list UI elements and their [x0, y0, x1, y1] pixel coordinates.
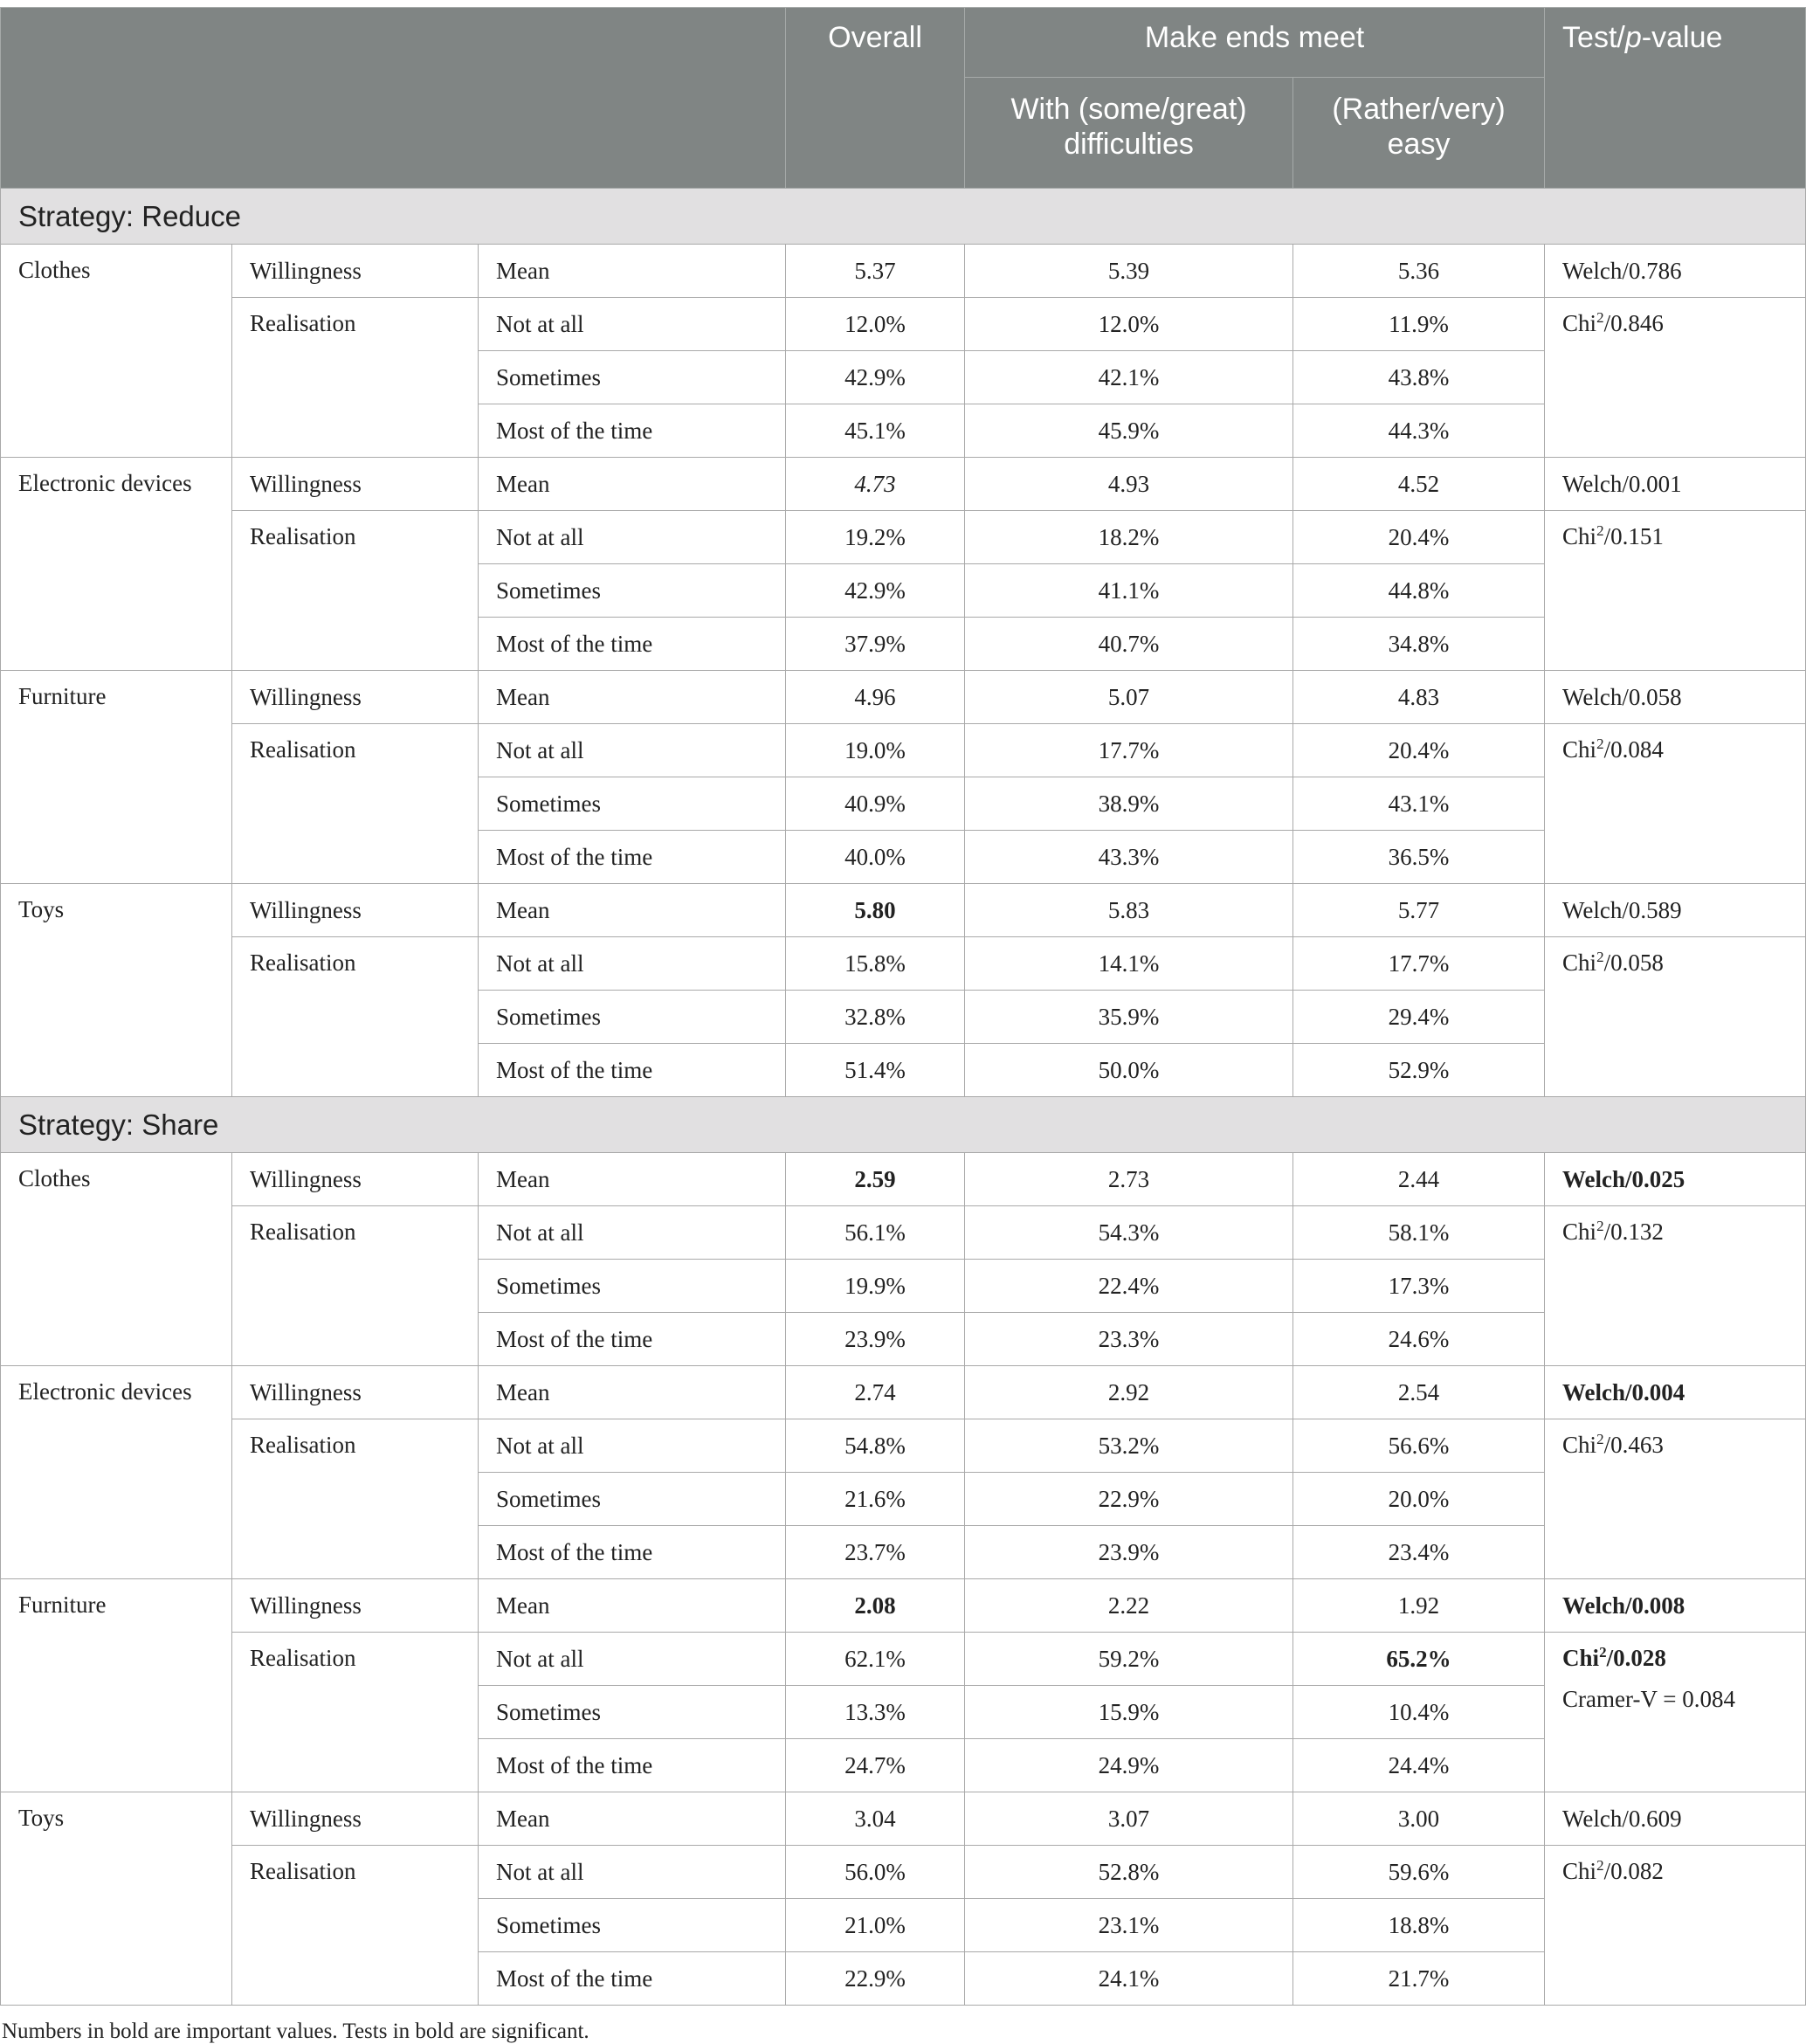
chi-test-cell: [1545, 724, 1806, 884]
value-cell: 2.08: [786, 1579, 965, 1633]
measure-label: Most of the time: [479, 404, 786, 458]
measure-label: Not at all: [479, 298, 786, 351]
willingness-label: Willingness: [232, 245, 479, 298]
category-cell: Toys: [1, 884, 232, 1097]
table-row: [1, 1792, 1806, 1846]
value-cell: 43.3%: [965, 831, 1293, 884]
header-test-p: p: [1624, 21, 1642, 54]
chi-p-value: /0.463: [1603, 1432, 1664, 1458]
chi-superscript: 2: [1596, 1431, 1604, 1447]
chi-label: Chi: [1562, 736, 1597, 763]
chi-test-cell: [1545, 1633, 1806, 1792]
header-test-suffix: -value: [1641, 21, 1723, 54]
chi-label: Chi: [1562, 523, 1597, 549]
value-cell: 17.3%: [1293, 1260, 1545, 1313]
measure-label: Mean: [479, 458, 786, 511]
test-cell: Welch/0.025: [1545, 1153, 1806, 1206]
value-cell: 50.0%: [965, 1044, 1293, 1097]
header-overall: Overall: [786, 8, 965, 189]
chi-superscript: 2: [1596, 735, 1604, 752]
table-row: [1, 1206, 1806, 1260]
value-cell: 52.8%: [965, 1846, 1293, 1899]
test-cell: Welch/0.589: [1545, 884, 1806, 937]
table-row: [1, 937, 1806, 991]
chi-test-value: [1562, 1858, 1664, 1884]
chi-test-cell: [1545, 298, 1806, 458]
value-cell: 43.1%: [1293, 777, 1545, 831]
chi-p-value: /0.084: [1603, 736, 1664, 763]
value-cell: 3.04: [786, 1792, 965, 1846]
table-header: [1, 8, 1806, 189]
value-cell: 18.2%: [965, 511, 1293, 564]
value-cell: 42.9%: [786, 351, 965, 404]
value-cell: 22.9%: [965, 1473, 1293, 1526]
measure-label: Mean: [479, 1579, 786, 1633]
results-table: [0, 7, 1806, 2006]
value-cell: 20.0%: [1293, 1473, 1545, 1526]
measure-label: Sometimes: [479, 1473, 786, 1526]
measure-label: Sometimes: [479, 991, 786, 1044]
value-cell: 2.54: [1293, 1366, 1545, 1419]
value-cell: 21.6%: [786, 1473, 965, 1526]
test-cell: Welch/0.004: [1545, 1366, 1806, 1419]
value-cell: 34.8%: [1293, 618, 1545, 671]
table-row: [1, 671, 1806, 724]
value-cell: 41.1%: [965, 564, 1293, 618]
chi-label: Chi: [1562, 1858, 1597, 1884]
value-cell: 2.22: [965, 1579, 1293, 1633]
chi-test-cell: [1545, 511, 1806, 671]
value-cell: 5.37: [786, 245, 965, 298]
measure-label: Sometimes: [479, 1686, 786, 1739]
value-cell: 4.73: [786, 458, 965, 511]
value-cell: 24.9%: [965, 1739, 1293, 1792]
test-cell: Welch/0.609: [1545, 1792, 1806, 1846]
measure-label: Mean: [479, 671, 786, 724]
value-cell: 36.5%: [1293, 831, 1545, 884]
value-cell: 52.9%: [1293, 1044, 1545, 1097]
measure-label: Most of the time: [479, 1952, 786, 2006]
value-cell: 2.44: [1293, 1153, 1545, 1206]
value-cell: 43.8%: [1293, 351, 1545, 404]
value-cell: 40.7%: [965, 618, 1293, 671]
measure-label: Sometimes: [479, 351, 786, 404]
chi-p-value: /0.028: [1606, 1645, 1666, 1671]
realisation-label: Realisation: [232, 1206, 479, 1366]
realisation-label: Realisation: [232, 511, 479, 671]
category-cell: Furniture: [1, 1579, 232, 1792]
value-cell: 44.3%: [1293, 404, 1545, 458]
value-cell: 45.1%: [786, 404, 965, 458]
table-row: [1, 1633, 1806, 1686]
chi-label: Chi: [1562, 1432, 1597, 1458]
measure-label: Not at all: [479, 937, 786, 991]
measure-label: Mean: [479, 884, 786, 937]
table-row: [1, 1366, 1806, 1419]
value-cell: 17.7%: [1293, 937, 1545, 991]
value-cell: 58.1%: [1293, 1206, 1545, 1260]
header-with-difficulties: With (some/great) difficulties: [965, 78, 1293, 189]
value-cell: 24.4%: [1293, 1739, 1545, 1792]
chi-test-value: [1562, 736, 1664, 763]
value-cell: 5.83: [965, 884, 1293, 937]
chi-superscript: 2: [1596, 1218, 1604, 1234]
value-cell: 22.4%: [965, 1260, 1293, 1313]
measure-label: Mean: [479, 1792, 786, 1846]
value-cell: 23.1%: [965, 1899, 1293, 1952]
value-cell: 21.7%: [1293, 1952, 1545, 2006]
table-row: [1, 1419, 1806, 1473]
header-test-prefix: Test/: [1562, 21, 1625, 54]
value-cell: 42.9%: [786, 564, 965, 618]
value-cell: 62.1%: [786, 1633, 965, 1686]
category-cell: Electronic devices: [1, 458, 232, 671]
value-cell: 15.9%: [965, 1686, 1293, 1739]
value-cell: 15.8%: [786, 937, 965, 991]
chi-superscript: 2: [1596, 522, 1604, 539]
chi-test-value: [1562, 523, 1664, 549]
value-cell: 4.52: [1293, 458, 1545, 511]
willingness-label: Willingness: [232, 884, 479, 937]
section-title: Strategy: Share: [1, 1097, 1806, 1153]
chi-test-cell: [1545, 1846, 1806, 2006]
value-cell: 56.0%: [786, 1846, 965, 1899]
chi-test-cell: [1545, 937, 1806, 1097]
chi-p-value: /0.082: [1603, 1858, 1664, 1884]
measure-label: Sometimes: [479, 777, 786, 831]
test-cell: Welch/0.008: [1545, 1579, 1806, 1633]
value-cell: 5.07: [965, 671, 1293, 724]
value-cell: 20.4%: [1293, 724, 1545, 777]
measure-label: Most of the time: [479, 618, 786, 671]
measure-label: Not at all: [479, 1206, 786, 1260]
value-cell: 56.6%: [1293, 1419, 1545, 1473]
measure-label: Not at all: [479, 724, 786, 777]
chi-label: Chi: [1562, 1645, 1600, 1671]
value-cell: 23.7%: [786, 1526, 965, 1579]
chi-test-value: [1562, 1432, 1664, 1458]
chi-test-cell: [1545, 1419, 1806, 1579]
table-row: [1, 1846, 1806, 1899]
measure-label: Sometimes: [479, 1260, 786, 1313]
value-cell: 5.80: [786, 884, 965, 937]
value-cell: 5.77: [1293, 884, 1545, 937]
value-cell: 4.96: [786, 671, 965, 724]
table-row: [1, 245, 1806, 298]
chi-label: Chi: [1562, 949, 1597, 976]
chi-superscript: 2: [1599, 1644, 1607, 1661]
value-cell: 21.0%: [786, 1899, 965, 1952]
value-cell: 44.8%: [1293, 564, 1545, 618]
value-cell: 2.59: [786, 1153, 965, 1206]
value-cell: 59.6%: [1293, 1846, 1545, 1899]
chi-superscript: 2: [1596, 949, 1604, 965]
measure-label: Most of the time: [479, 1044, 786, 1097]
value-cell: 51.4%: [786, 1044, 965, 1097]
header-rather-easy: (Rather/very) easy: [1293, 78, 1545, 189]
table-container: [0, 7, 1806, 2044]
realisation-label: Realisation: [232, 937, 479, 1097]
measure-label: Sometimes: [479, 1899, 786, 1952]
chi-p-value: /0.846: [1603, 310, 1664, 336]
table-row: [1, 298, 1806, 351]
value-cell: 17.7%: [965, 724, 1293, 777]
category-cell: Furniture: [1, 671, 232, 884]
value-cell: 3.07: [965, 1792, 1293, 1846]
willingness-label: Willingness: [232, 458, 479, 511]
value-cell: 10.4%: [1293, 1686, 1545, 1739]
value-cell: 14.1%: [965, 937, 1293, 991]
value-cell: 65.2%: [1293, 1633, 1545, 1686]
chi-p-value: /0.151: [1603, 523, 1664, 549]
table-row: [1, 1579, 1806, 1633]
section-title: Strategy: Reduce: [1, 189, 1806, 245]
measure-label: Mean: [479, 245, 786, 298]
value-cell: 22.9%: [786, 1952, 965, 2006]
value-cell: 23.9%: [786, 1313, 965, 1366]
category-cell: Clothes: [1, 1153, 232, 1366]
value-cell: 56.1%: [786, 1206, 965, 1260]
footnote: Numbers in bold are important values. Tests in bold are significant.: [2, 2020, 589, 2043]
chi-label: Chi: [1562, 1219, 1597, 1245]
value-cell: 40.9%: [786, 777, 965, 831]
value-cell: 12.0%: [786, 298, 965, 351]
table-row: [1, 458, 1806, 511]
header-blank: [1, 8, 786, 189]
header-test-p-value: [1545, 8, 1806, 189]
value-cell: 38.9%: [965, 777, 1293, 831]
measure-label: Most of the time: [479, 1739, 786, 1792]
value-cell: 18.8%: [1293, 1899, 1545, 1952]
measure-label: Most of the time: [479, 1313, 786, 1366]
value-cell: 12.0%: [965, 298, 1293, 351]
realisation-label: Realisation: [232, 1846, 479, 2006]
section-row: [1, 1097, 1806, 1153]
value-cell: 32.8%: [786, 991, 965, 1044]
willingness-label: Willingness: [232, 1366, 479, 1419]
willingness-label: Willingness: [232, 671, 479, 724]
measure-label: Mean: [479, 1153, 786, 1206]
category-cell: Electronic devices: [1, 1366, 232, 1579]
section-row: [1, 189, 1806, 245]
value-cell: 23.4%: [1293, 1526, 1545, 1579]
measure-label: Mean: [479, 1366, 786, 1419]
measure-label: Not at all: [479, 1633, 786, 1686]
value-cell: 54.8%: [786, 1419, 965, 1473]
chi-label: Chi: [1562, 310, 1597, 336]
value-cell: 29.4%: [1293, 991, 1545, 1044]
willingness-label: Willingness: [232, 1579, 479, 1633]
value-cell: 4.93: [965, 458, 1293, 511]
value-cell: 54.3%: [965, 1206, 1293, 1260]
test-cell: Welch/0.001: [1545, 458, 1806, 511]
willingness-label: Willingness: [232, 1153, 479, 1206]
value-cell: 40.0%: [786, 831, 965, 884]
effect-size: Cramer-V = 0.084: [1562, 1686, 1735, 1712]
category-cell: Clothes: [1, 245, 232, 458]
realisation-label: Realisation: [232, 298, 479, 458]
realisation-label: Realisation: [232, 1419, 479, 1579]
table-row: [1, 724, 1806, 777]
header-make-ends-meet: Make ends meet: [965, 8, 1545, 78]
test-cell: Welch/0.786: [1545, 245, 1806, 298]
realisation-label: Realisation: [232, 724, 479, 884]
value-cell: 42.1%: [965, 351, 1293, 404]
chi-test-value: [1562, 310, 1664, 336]
value-cell: 5.39: [965, 245, 1293, 298]
test-cell: Welch/0.058: [1545, 671, 1806, 724]
value-cell: 3.00: [1293, 1792, 1545, 1846]
value-cell: 20.4%: [1293, 511, 1545, 564]
value-cell: 37.9%: [786, 618, 965, 671]
value-cell: 2.74: [786, 1366, 965, 1419]
measure-label: Not at all: [479, 511, 786, 564]
category-cell: Toys: [1, 1792, 232, 2006]
value-cell: 24.6%: [1293, 1313, 1545, 1366]
value-cell: 5.36: [1293, 245, 1545, 298]
realisation-label: Realisation: [232, 1633, 479, 1792]
value-cell: 24.1%: [965, 1952, 1293, 2006]
chi-test-value: [1562, 949, 1664, 976]
value-cell: 1.92: [1293, 1579, 1545, 1633]
value-cell: 59.2%: [965, 1633, 1293, 1686]
table-body: [1, 189, 1806, 2006]
value-cell: 11.9%: [1293, 298, 1545, 351]
value-cell: 53.2%: [965, 1419, 1293, 1473]
chi-p-value: /0.058: [1603, 949, 1664, 976]
chi-test-value: [1562, 1645, 1666, 1671]
chi-superscript: 2: [1596, 309, 1604, 326]
chi-superscript: 2: [1596, 1857, 1604, 1874]
value-cell: 2.92: [965, 1366, 1293, 1419]
value-cell: 13.3%: [786, 1686, 965, 1739]
value-cell: 4.83: [1293, 671, 1545, 724]
willingness-label: Willingness: [232, 1792, 479, 1846]
chi-p-value: /0.132: [1603, 1219, 1664, 1245]
measure-label: Most of the time: [479, 1526, 786, 1579]
measure-label: Not at all: [479, 1846, 786, 1899]
chi-test-value: [1562, 1219, 1664, 1245]
value-cell: 35.9%: [965, 991, 1293, 1044]
value-cell: 2.73: [965, 1153, 1293, 1206]
table-row: [1, 1153, 1806, 1206]
value-cell: 24.7%: [786, 1739, 965, 1792]
measure-label: Most of the time: [479, 831, 786, 884]
value-cell: 45.9%: [965, 404, 1293, 458]
value-cell: 19.2%: [786, 511, 965, 564]
measure-label: Not at all: [479, 1419, 786, 1473]
value-cell: 23.9%: [965, 1526, 1293, 1579]
value-cell: 19.9%: [786, 1260, 965, 1313]
table-row: [1, 884, 1806, 937]
table-row: [1, 511, 1806, 564]
value-cell: 23.3%: [965, 1313, 1293, 1366]
measure-label: Sometimes: [479, 564, 786, 618]
value-cell: 19.0%: [786, 724, 965, 777]
chi-test-cell: [1545, 1206, 1806, 1366]
